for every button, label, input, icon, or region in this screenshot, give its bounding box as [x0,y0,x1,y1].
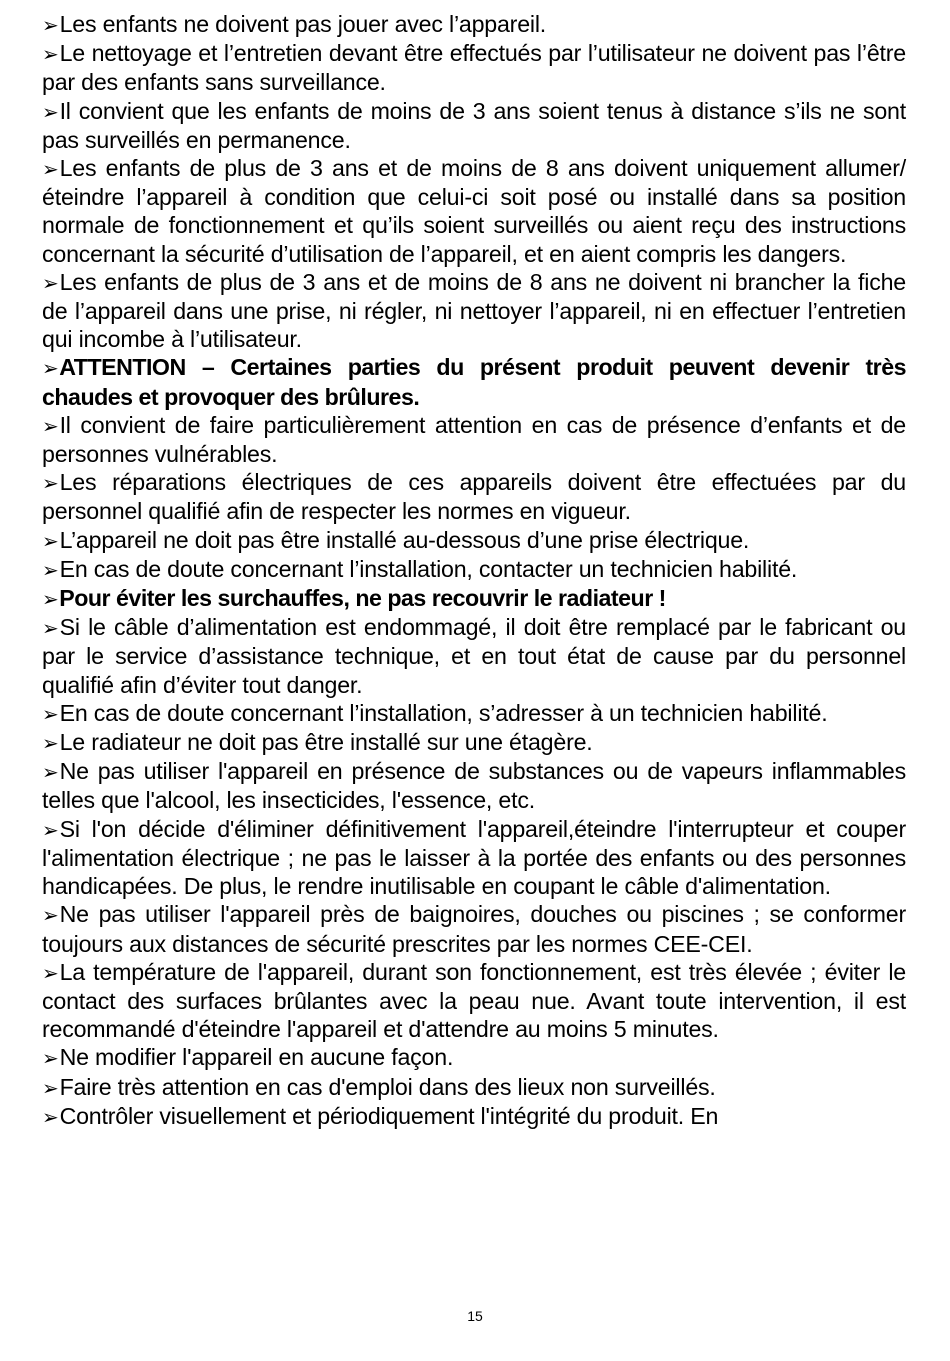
instruction-item [42,958,906,1044]
instruction-item [42,468,906,525]
instruction-text: Les enfants de plus de 3 ans et de moins de 8 ans doivent uniquement allumer/éteindre l’appareil à condition que celui-ci soit posé ou installé dans sa position normale de fonctionnement et qu’ils soient surveillés ou aient reçu des instructions concernant la sécurité d’utilisation de l’appareil, et en aient compris les dangers. [42,155,906,267]
instruction-item [42,757,906,814]
arrow-right-bullet-icon: ➢ [42,731,59,756]
instruction-item [42,97,906,154]
instruction-text: Ne pas utiliser l'appareil en présence de substances ou de vapeurs inflammables telles que l'alcool, les insecticides, l'essence, etc. [42,758,906,814]
arrow-right-bullet-icon: ➢ [42,1104,59,1129]
instruction-item [42,815,906,901]
instruction-item [42,154,906,268]
arrow-right-bullet-icon: ➢ [42,471,59,496]
instruction-item [42,526,906,555]
arrow-right-bullet-icon: ➢ [42,557,59,582]
arrow-right-bullet-icon: ➢ [42,616,59,641]
arrow-right-bullet-icon: ➢ [42,587,59,612]
instruction-text: La température de l'appareil, durant son fonctionnement, est très élevée ; éviter le contact des surfaces brûlantes avec la peau nue. Avant toute intervention, il est recommandé d'éteindre l'appareil et d'attendre au moins 5 minutes. [42,958,906,1043]
instruction-item [42,728,906,757]
instruction-page [42,10,906,1131]
instruction-item [42,268,906,354]
arrow-right-bullet-icon: ➢ [42,413,59,438]
instruction-text: Pour éviter les surchauffes, ne pas recouvrir le radiateur ! [59,585,666,612]
arrow-right-bullet-icon: ➢ [42,270,59,295]
instruction-text: Ne pas utiliser l'appareil près de baignoires, douches ou piscines ; se conformer toujours aux distances de sécurité prescrites par les normes CEE-CEI. [42,901,906,957]
instruction-item [42,1102,906,1131]
instruction-text: Il convient que les enfants de moins de 3 ans soient tenus à distance s’ils ne sont pas surveillés en permanence. [42,97,906,153]
instruction-item [42,1043,906,1072]
instruction-text: Le radiateur ne doit pas être installé sur une étagère. [59,729,593,756]
instruction-item [42,900,906,957]
arrow-right-bullet-icon: ➢ [42,760,59,785]
instruction-text: ATTENTION – Certaines parties du présent produit peuvent devenir très chaudes et provoquer des brûlures. [42,354,906,410]
instruction-item [42,39,906,96]
instruction-item [42,613,906,699]
arrow-right-bullet-icon: ➢ [42,1075,59,1100]
instruction-item [42,699,906,728]
instruction-text: Si l'on décide d'éliminer définitivement l'appareil,éteindre l'interrupteur et couper l'alimentation électrique ; ne pas le laisser à la portée des enfants ou des personnes handicapées. De plus, le rendre inutilisable en coupant le câble d'alimentation. [42,815,906,900]
instruction-text: Il convient de faire particulièrement attention en cas de présence d’enfants et de personnes vulnérables. [42,411,906,468]
instruction-item [42,584,906,613]
arrow-right-bullet-icon: ➢ [42,817,59,842]
page-number: 15 [467,1308,483,1324]
arrow-right-bullet-icon: ➢ [42,903,59,928]
instruction-item [42,353,906,410]
arrow-right-bullet-icon: ➢ [42,157,59,182]
instruction-text: L’appareil ne doit pas être installé au-dessous d’une prise électrique. [59,526,750,553]
instruction-item [42,1073,906,1102]
instruction-item [42,10,906,39]
instruction-item [42,555,906,584]
instruction-text: Le nettoyage et l’entretien devant être effectués par l’utilisateur ne doivent pas l’être par des enfants sans surveillance. [42,40,906,96]
arrow-right-bullet-icon: ➢ [42,1046,59,1071]
instruction-text: Les enfants de plus de 3 ans et de moins de 8 ans ne doivent ni brancher la fiche de l’appareil dans une prise, ni régler, ni nettoyer l’appareil, ni en effectuer l’entretien qui incombe à l’utilisateur. [42,268,906,353]
arrow-right-bullet-icon: ➢ [42,701,59,726]
instruction-text: Les enfants ne doivent pas jouer avec l’appareil. [59,11,547,37]
instruction-text: Les réparations électriques de ces appareils doivent être effectuées par du personnel qualifié afin de respecter les normes en vigueur. [42,469,906,525]
arrow-right-bullet-icon: ➢ [42,528,59,553]
arrow-right-bullet-icon: ➢ [42,42,59,67]
arrow-right-bullet-icon: ➢ [42,356,59,381]
instruction-text: En cas de doute concernant l’installation, contacter un technicien habilité. [59,555,798,582]
instruction-text: Contrôler visuellement et périodiquement l'intégrité du produit. En [59,1102,719,1129]
instruction-text: Si le câble d’alimentation est endommagé, il doit être remplacé par le fabricant ou par le service d’assistance technique, et en tout état de cause par du personnel qualifié afin d’éviter tout danger. [42,614,906,698]
instruction-text: En cas de doute concernant l’installation, s’adresser à un technicien habilité. [59,699,828,726]
arrow-right-bullet-icon: ➢ [42,13,59,37]
instruction-text: Faire très attention en cas d'emploi dans des lieux non surveillés. [59,1073,716,1100]
instruction-item [42,411,906,468]
instruction-text: Ne modifier l'appareil en aucune façon. [59,1044,454,1071]
arrow-right-bullet-icon: ➢ [42,960,59,985]
safety-instructions-list [42,10,906,1131]
arrow-right-bullet-icon: ➢ [42,99,59,124]
